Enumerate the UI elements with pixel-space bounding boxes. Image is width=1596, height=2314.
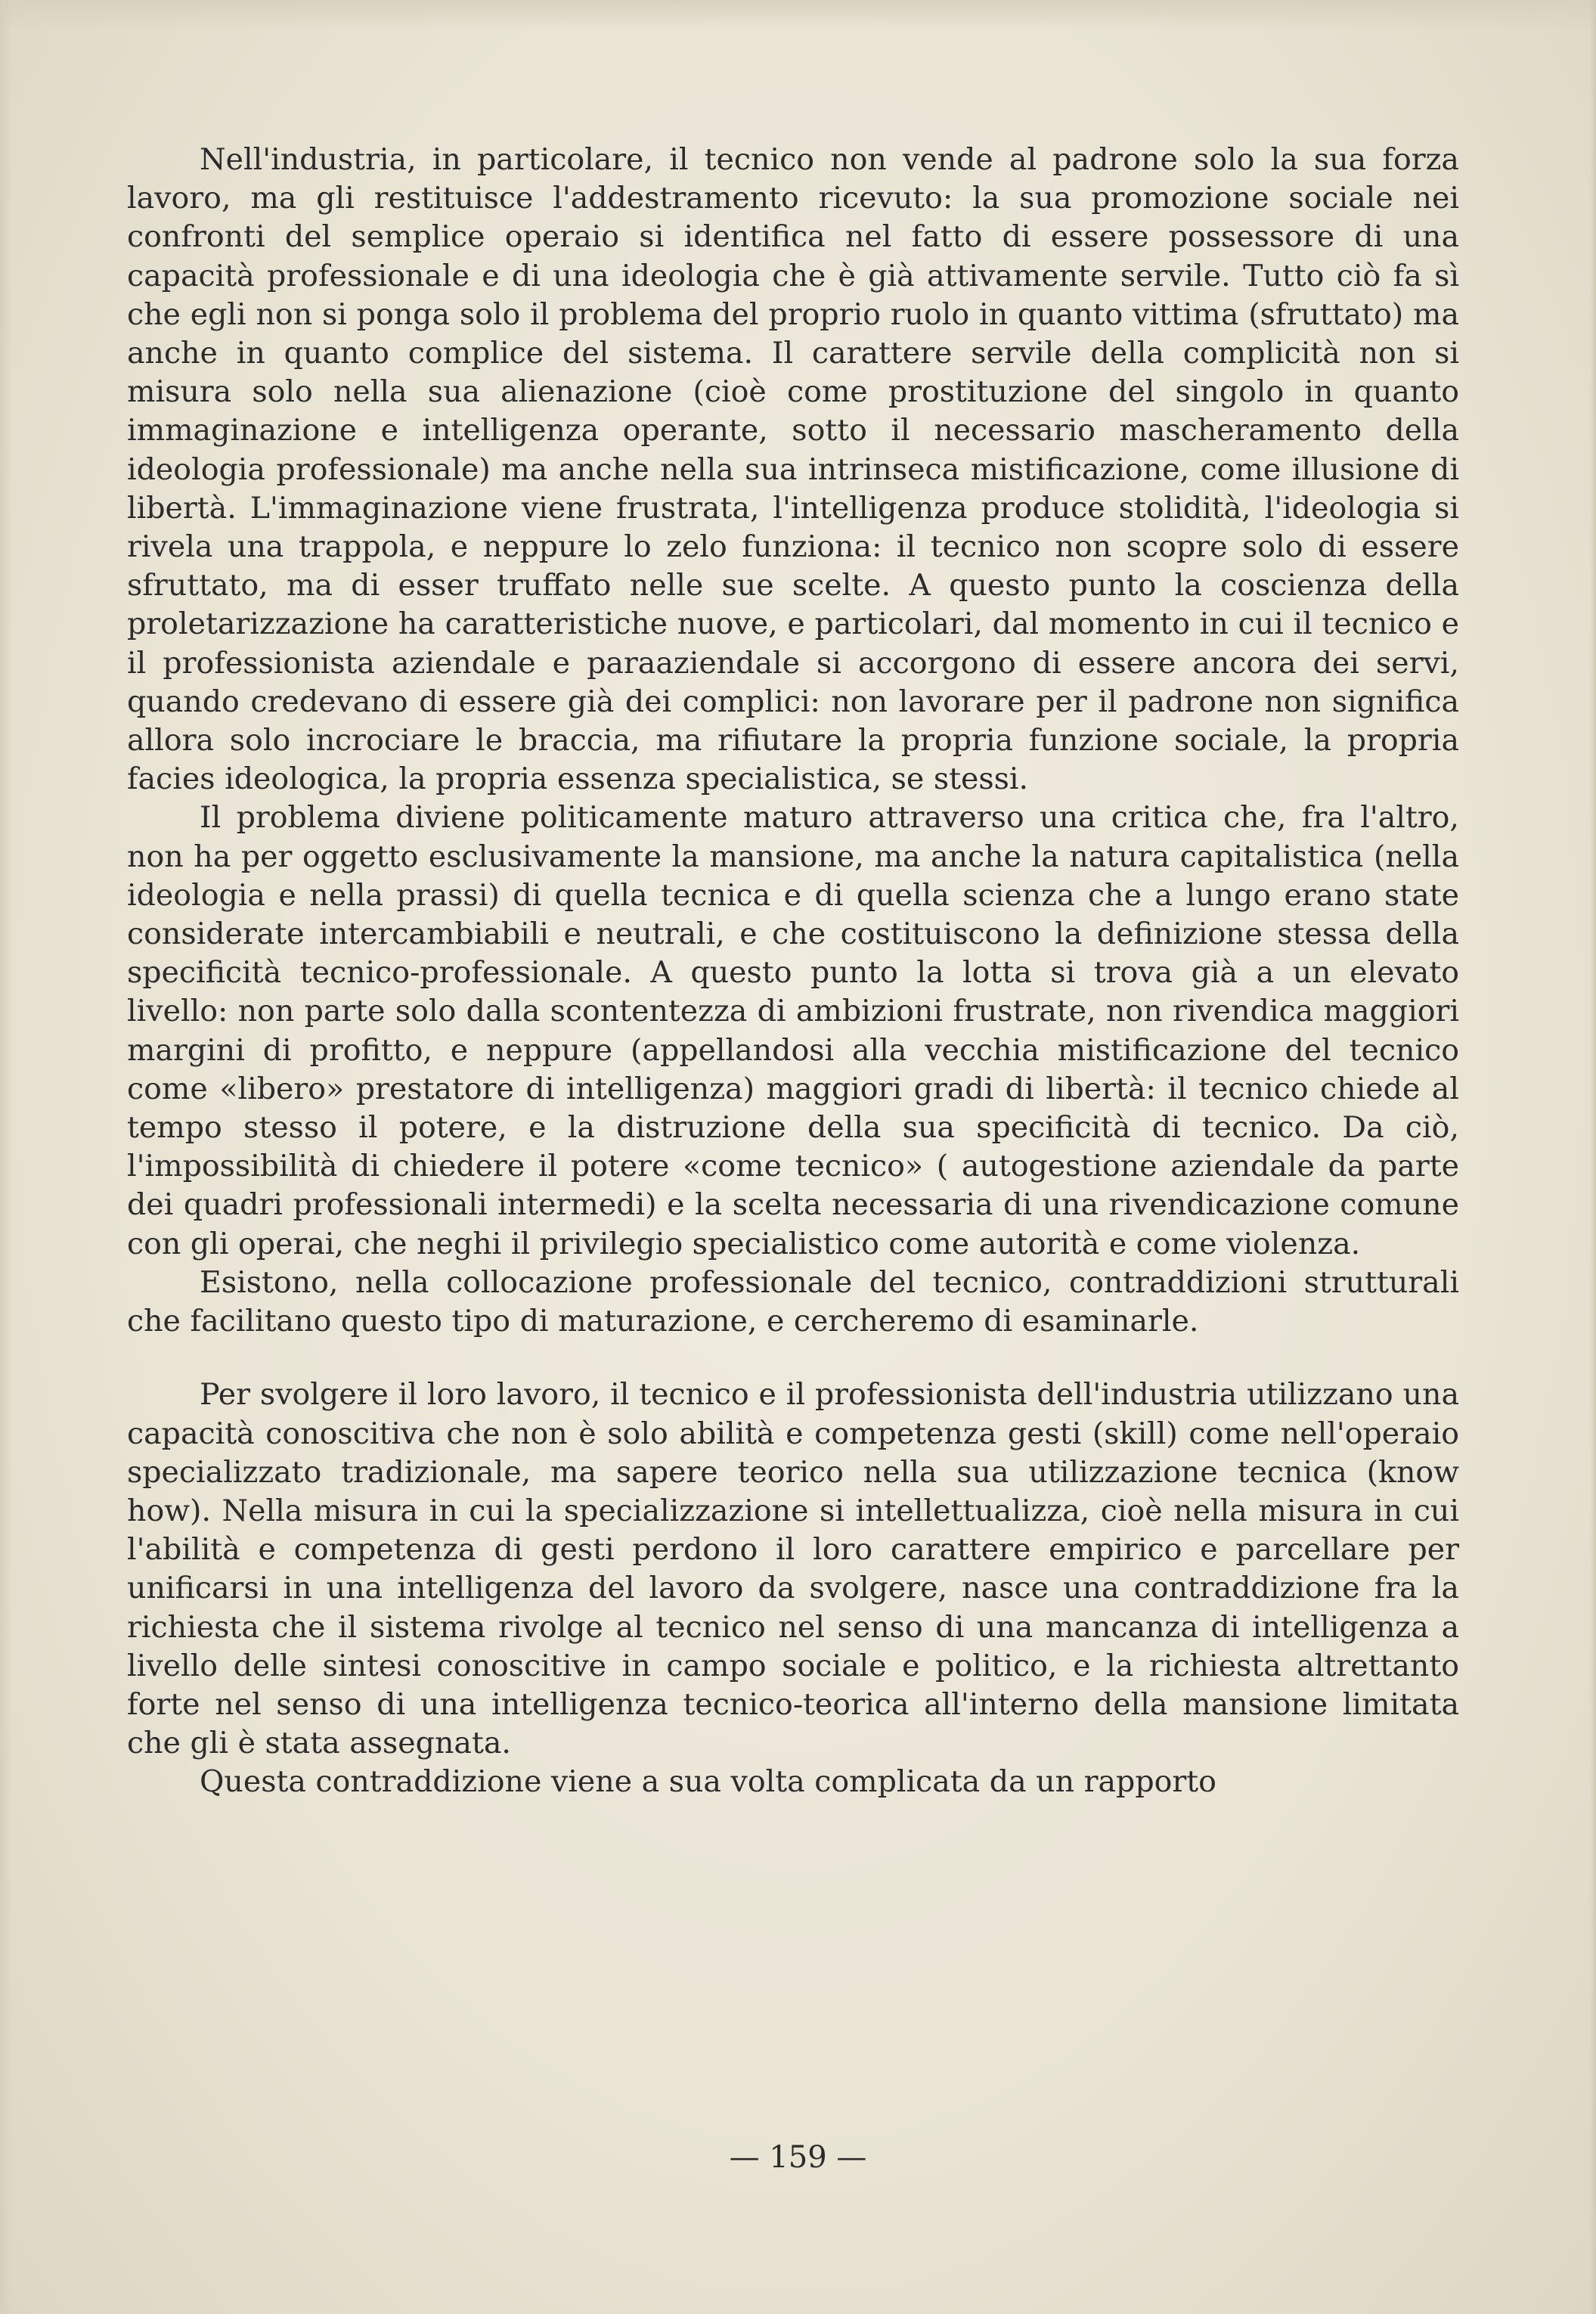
paragraph-3: Esistono, nella collocazione professionale del tecnico, contraddizioni strutturali che facilitano questo tipo di maturazione, e cercheremo di esaminarle. — [127, 1264, 1459, 1339]
page-shadow-right — [1590, 0, 1596, 2314]
page-number: — 159 — — [729, 2140, 867, 2175]
paragraph-1: Nell'industria, in particolare, il tecnico non vende al padrone solo la sua forza lavoro, ma gli restituisce l'addestramento ricevuto: la sua promozione sociale nei confronti del semplice operaio si identifica nel fatto di essere possessore di una capacità professionale e di una ideologia che è già attivamente servile. Tutto ciò fa sì che egli non si ponga solo il problema del proprio ruolo in quanto vittima (sfruttato) ma anche in quanto complice del sistema. Il carattere servile della complicità non si misura solo nella sua alienazione (cioè come prostituzione del singolo in quanto immaginazione e intelligenza operante, sotto il necessario mascheramento della ideologia professionale) ma anche nella sua intrinseca mistificazione, come illusione di libertà. L'immaginazione viene frustrata, l'intelligenza produce stolidità, l'ideologia si rivela una trappola, e neppure lo zelo funziona: il tecnico non scopre solo di essere sfruttato, ma di esser truffato nelle sue scelte. A questo punto la coscienza della proletarizzazione ha caratteristiche nuove, e particolari, dal momento in cui il tecnico e il professionista aziendale e paraaziendale si accorgono di essere ancora dei servi, quando credevano di essere già dei complici: non lavorare per il padrone non significa allora solo incrociare le braccia, ma rifiutare la propria funzione sociale, la propria facies ideologica, la propria essenza specialistica, se stessi. — [127, 142, 1459, 797]
paragraph-5: Questa contraddizione viene a sua volta complicata da un rapporto — [200, 1764, 1216, 1800]
page-shadow-left — [0, 0, 12, 2314]
page-shadow-top — [0, 0, 1596, 30]
paragraph-4: Per svolgere il loro lavoro, il tecnico e il professionista dell'industria utilizzano una capacità conoscitiva che non è solo abilità e competenza gesti (skill) come nell'operaio specializzato tradizionale, ma sapere teorico nella sua utilizzazione tecnica (know how). Nella misura in cui la specializzazione si intellettualizza, cioè nella misura in cui l'abilità e competenza di gesti perdono il loro carattere empirico e parcellare per unificarsi in una intelligenza del lavoro da svolgere, nasce una contraddizione fra la richiesta che il sistema rivolge al tecnico nel senso di una mancanza di intelligenza a livello delle sintesi conoscitive in campo sociale e politico, e la richiesta altrettanto forte nel senso di una intelligenza tecnico-teorica all'interno della mansione limitata che gli è stata assegnata. — [127, 1377, 1459, 1761]
body-text — [127, 141, 1459, 1802]
paragraph-2: Il problema diviene politicamente maturo attraverso una critica che, fra l'altro, non ha per oggetto esclusivamente la mansione, ma anche la natura capitalistica (nella ideologia e nella prassi) di quella tecnica e di quella scienza che a lungo erano state considerate intercambiabili e neutrali, e che costituiscono la definizione stessa della specificità tecnico-professionale. A questo punto la lotta si trova già a un elevato livello: non parte solo dalla scontentezza di ambizioni frustrate, non rivendica maggiori margini di profitto, e neppure (appellandosi alla vecchia mistificazione del tecnico come «libero» prestatore di intelligenza) maggiori gradi di libertà: il tecnico chiede al tempo stesso il potere, e la distruzione della sua specificità di tecnico. Da ciò, l'impossibilità di chiedere il potere «come tecnico» ( autogestione aziendale da parte dei quadri professionali intermedi) e la scelta necessaria di una rivendicazione comune con gli operai, che neghi il privilegio specialistico come autorità e come violenza. — [127, 800, 1459, 1261]
